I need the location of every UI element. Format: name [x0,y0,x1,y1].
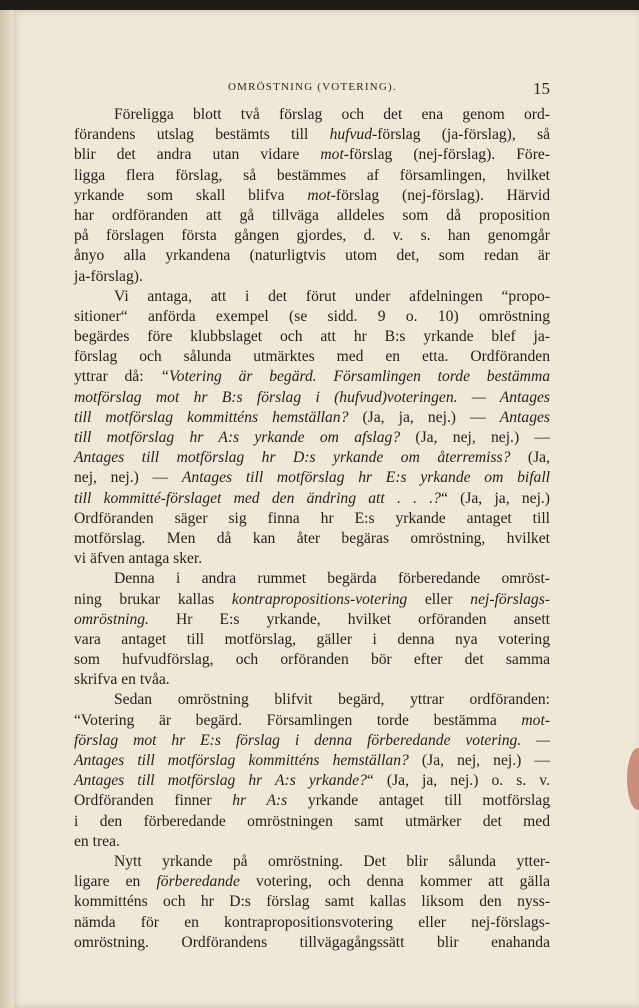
text-segment: eller [407,590,471,608]
text-segment: nämda för en kontrapropositionsvotering eller nej-förslags- [74,913,550,931]
italic-text-segment: till motförslag hr A:s yrkande om afslag? [74,429,401,446]
italic-text-segment: till kommitté-förslaget med den ändring att . . .? [74,489,441,507]
text-line [74,166,550,186]
text-segment: sitioner“ anförda exempel (se sidd. 9 o. 10) omröstning [74,307,550,325]
text-line [74,125,550,145]
text-line [74,206,550,226]
text-line [74,408,550,428]
body-text [74,105,550,953]
text-segment: ånyo alla yrkandena (naturligtvis utom det, som redan är [74,247,550,265]
text-segment: yttrar då: [74,368,161,386]
text-segment: en trea. [74,832,120,850]
text-segment: ligare en [74,873,157,891]
text-segment: som hufvudförslag, och orföranden bör efter det samma [74,651,550,669]
text-segment: skrifva en tvåa. [74,671,170,689]
text-line [74,852,550,872]
italic-text-segment: kontrapropositions-votering [231,590,408,608]
text-segment: vara antaget till motförslag, gäller i denna nya votering [74,630,550,648]
text-segment: (Ja, nej, nej.) — [400,429,550,446]
text-segment: Nytt yrkande på omröstning. Det blir sålunda ytter- [114,852,550,870]
text-segment: Vi antaga, att i det förut under afdelningen “propo- [114,287,550,305]
italic-text-segment: förberedande [156,873,240,891]
text-line [74,590,550,610]
text-segment: -förslag (nej-förslag). Före- [343,146,550,164]
page-number: 15 [533,79,550,98]
text-segment: “Votering är begärd. Församlingen torde bestämma [74,711,522,729]
text-line [74,690,550,710]
text-line [74,267,550,287]
text-line [74,367,550,387]
text-line [74,509,550,529]
text-segment: -förslag (nej-förslag). Härvid [330,186,550,204]
text-segment: “ (Ja, ja, nej.) o. s. v. [366,772,550,790]
text-segment: -förslag (ja-förslag), så [372,126,550,144]
text-line [74,650,550,670]
text-segment: (Ja, nej, nej.) — [408,752,550,769]
text-line [74,246,550,266]
text-segment: ja-förslag). [74,267,143,285]
text-line [74,468,550,488]
text-segment: blir det andra utan vidare [74,146,321,164]
text-line [74,630,550,650]
text-line [74,812,550,832]
text-segment: har ordföranden att gå tillväga alldeles som då proposition [74,206,550,224]
text-segment: i den förberedande omröstningen samt utmärker det med [74,812,550,830]
text-line [74,933,550,953]
italic-text-segment: förslag mot hr E:s förslag i denna förberedande votering. — [74,731,550,749]
text-line [74,388,550,408]
text-line [74,327,550,347]
text-segment: Sedan omröstning blifvit begärd, yttrar ordföranden: [114,691,550,709]
italic-text-segment: omröstning. [74,610,149,628]
text-line [74,307,550,327]
text-segment: förslag och sålunda utmärktes med en etta. Ordföranden [74,348,550,366]
italic-text-segment: hr A:s [232,792,288,810]
text-segment: yrkande antaget till motförslag [287,792,550,810]
italic-text-segment: Antages till motförslag hr A:s yrkande? [74,772,367,790]
text-line [74,731,550,751]
text-segment: (Ja, [510,449,550,467]
running-head: OMRÖSTNING (VOTERING). [228,81,397,93]
page-gutter [0,10,14,1008]
text-line [74,832,550,852]
text-line [74,751,550,771]
text-segment: Ordföranden säger sig finna hr E:s yrkande antaget till [74,509,550,527]
text-segment: förandens utslag bestämts till [74,126,330,144]
text-segment: ligga flera förslag, så bestämmes af församlingen, hvilket [74,166,550,184]
italic-text-segment: mot- [521,711,550,729]
italic-text-segment: motförslag mot hr B:s förslag i (hufvud)voteringen. — Antages [74,388,550,406]
text-segment: motförslag. Men då kan åter begäras omröstning, hvilket [74,529,550,547]
text-line [74,529,550,549]
text-segment: (Ja, ja, nej.) — [348,408,500,426]
page-header [74,79,550,101]
text-segment: omröstning. Ordförandens tillvägagångssätt blir enahanda [74,933,550,951]
text-segment: yrkande som skall blifva [74,186,308,204]
text-line [74,347,550,367]
text-line [74,892,550,912]
text-segment: kommitténs och hr D:s förslag samt kallas liksom den nyss- [74,893,550,911]
text-line [74,711,550,731]
text-line [74,489,550,509]
italic-text-segment: mot [307,186,331,204]
text-line [74,186,550,206]
text-line [74,428,550,448]
italic-text-segment: Antages till motförslag hr D:s yrkande om återremiss? [74,449,511,467]
text-segment: Hr E:s yrkande, hvilket orföranden ansett [148,610,550,628]
text-segment: “ (Ja, ja, nej.) [440,489,550,507]
text-line [74,105,550,125]
italic-text-segment: “Votering är begärd. Församlingen torde bestämma [160,368,551,386]
italic-text-segment: hufvud [329,126,373,144]
italic-text-segment: mot [320,146,344,164]
text-line [74,226,550,246]
text-line [74,670,550,690]
text-segment: ning brukar kallas [74,590,232,608]
italic-text-segment: Antages [499,408,550,426]
italic-text-segment: Antages till motförslag kommitténs hemställan? [74,752,409,769]
text-segment: Denna i andra rummet begärda förberedande omröst- [114,570,550,588]
text-segment: Ordföranden finner [74,792,233,810]
text-line [74,549,550,569]
text-line [74,872,550,892]
text-segment: vi äfven antaga sker. [74,550,203,568]
text-segment: Föreligga blott två förslag och det ena genom ord- [114,106,550,123]
italic-text-segment: nej-förslags- [470,590,550,608]
text-segment: på förslagen första gången gjordes, d. v. s. han genomgår [74,227,550,245]
italic-text-segment: till motförslag kommitténs hemställan? [74,408,349,426]
text-segment: begärdes före klubbslaget och att hr B:s yrkande blef ja- [74,328,550,346]
text-line [74,287,550,307]
text-line [74,145,550,165]
text-line [74,791,550,811]
italic-text-segment: Antages till motförslag hr E:s yrkande om bifall [181,469,550,487]
text-segment: nej, nej.) — [74,469,182,487]
text-line [74,448,550,468]
text-segment: votering, och denna kommer att gälla [239,873,550,891]
text-line [74,771,550,791]
text-line [74,569,550,589]
text-line [74,913,550,933]
text-line [74,610,550,630]
